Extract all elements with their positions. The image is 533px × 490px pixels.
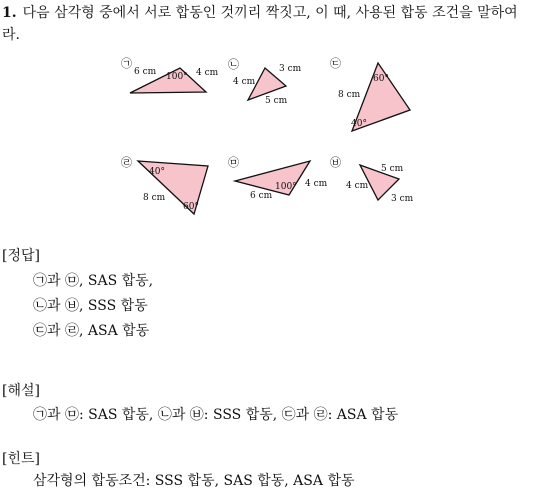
measure-c-2: 8 cm bbox=[338, 90, 361, 100]
answer-line-3: ㉢과 ㉣, ASA 합동 bbox=[33, 323, 150, 339]
hint-title: [힌트] bbox=[2, 451, 40, 467]
figure-label-d: ㉣ bbox=[121, 156, 132, 169]
measure-e-2: 4 cm bbox=[305, 179, 328, 189]
answer-line-1: ㉠과 ㉤, SAS 합동, bbox=[33, 273, 154, 289]
measure-a-1: 6 cm bbox=[134, 67, 157, 77]
measure-f-3: 3 cm bbox=[391, 194, 414, 204]
hint-text: 삼각형의 합동조건: SSS 합동, SAS 합동, ASA 합동 bbox=[33, 473, 355, 489]
triangle-figures bbox=[0, 50, 533, 240]
measure-e-3: 6 cm bbox=[250, 191, 273, 201]
figure-label-b: ㉡ bbox=[228, 58, 239, 71]
measure-b-3: 5 cm bbox=[265, 96, 288, 106]
triangle-a bbox=[121, 57, 219, 93]
measure-f-2: 4 cm bbox=[346, 181, 369, 191]
measure-a-2: 100° bbox=[166, 72, 188, 82]
triangle-f bbox=[330, 156, 414, 204]
measure-c-3: 40° bbox=[351, 119, 367, 129]
triangle-c bbox=[330, 57, 410, 131]
triangles-svg bbox=[0, 50, 533, 240]
triangle-e bbox=[228, 156, 328, 201]
measure-e-1: 100° bbox=[275, 182, 297, 192]
question-text: 다음 삼각형 중에서 서로 합동인 것끼리 짝짓고, 이 때, 사용된 합동 조건을 말하여라. bbox=[2, 5, 518, 43]
measure-b-2: 4 cm bbox=[233, 77, 256, 87]
triangle-b bbox=[228, 58, 302, 106]
measure-a-3: 4 cm bbox=[196, 68, 219, 78]
question bbox=[2, 2, 530, 46]
measure-c-1: 60° bbox=[373, 74, 389, 84]
figure-label-e: ㉤ bbox=[228, 156, 239, 169]
triangle-d bbox=[121, 156, 208, 214]
explanation-text: ㉠과 ㉤: SAS 합동, ㉡과 ㉥: SSS 합동, ㉢과 ㉣: ASA 합동 bbox=[33, 407, 399, 423]
answer-line-2: ㉡과 ㉥, SSS 합동 bbox=[33, 298, 148, 314]
measure-b-1: 3 cm bbox=[279, 64, 302, 74]
measure-d-2: 8 cm bbox=[143, 193, 166, 203]
measure-d-1: 40° bbox=[149, 167, 165, 177]
figure-label-c: ㉢ bbox=[330, 57, 341, 70]
measure-f-1: 5 cm bbox=[381, 164, 404, 174]
figure-label-a: ㉠ bbox=[121, 57, 132, 70]
answer-title: [정답] bbox=[2, 248, 40, 264]
measure-d-3: 60° bbox=[183, 202, 199, 212]
explanation-title: [해설] bbox=[2, 383, 40, 399]
question-number: 1. bbox=[2, 5, 17, 21]
figure-label-f: ㉥ bbox=[330, 156, 341, 169]
